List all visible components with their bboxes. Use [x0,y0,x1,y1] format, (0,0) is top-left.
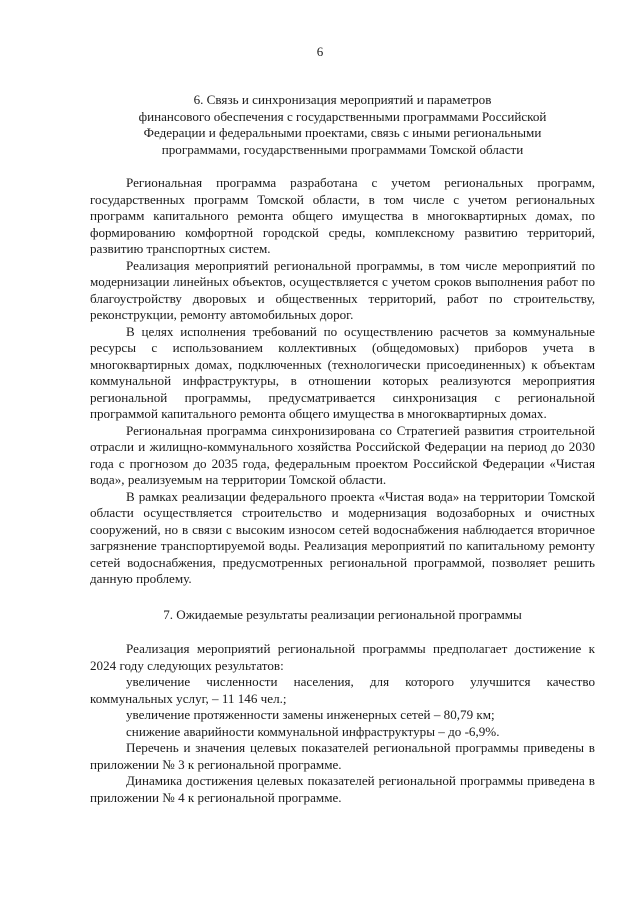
section-6-paragraph: В целях исполнения требований по осуществлению расчетов за коммунальные ресурсы с использованием коллективных (общедомовых) приборов учета в многоквартирных домах, подключенных (технологически присоединенных) к объектам коммунальной инфраструктуры, в отношении которых реализуются мероприятия региональной программы, предусматривается синхронизация с региональной программой капитального ремонта общего имущества в многоквартирных домах. [90,323,595,421]
section-7-result-item: увеличение численности населения, для которого улучшится качество коммунальных услуг, – 11 146 чел.; [90,674,595,706]
section-6-title [90,92,595,158]
section-7-result-item: снижение аварийности коммунальной инфраструктуры – до -6,9%. [126,723,500,739]
section-6-title-line: финансового обеспечения с государственными программами Российской [138,108,547,124]
section-7-paragraph: Динамика достижения целевых показателей региональной программы приведена в приложении № 4 к региональной программе. [90,773,595,805]
section-7-result-item: увеличение протяженности замены инженерных сетей – 80,79 км; [126,707,495,722]
section-6-paragraph: Региональная программа разработана с учетом региональных программ, государственных программ Томской области, в том числе с учетом региональных программ капитального ремонта общего имущества в многоквартирных домах, по формированию комфортной городской среды, комплексному развитию территорий, развитию транспортных систем. [90,175,595,256]
section-6-paragraph: В рамках реализации федерального проекта «Чистая вода» на территории Томской области осуществляется строительство и модернизация водозаборных и очистных сооружений, но в связи с высоким износом сетей водоснабжения наблюдается вторичное загрязнение транспортируемой воды. Реализация мероприятий по капитальному ремонту сетей водоснабжения, предусмотренных региональной программой, позволяет решить данную проблему. [90,488,595,586]
section-6-paragraph: Региональная программа синхронизирована со Стратегией развития строительной отрасли и жилищно-коммунального хозяйства Российской Федерации на период до 2030 года с прогнозом до 2035 года, федеральным проектом Российской Федерации «Чистая вода», реализуемым на территории Томской области. [90,422,595,487]
page-content [90,92,595,806]
section-6-title-line: Федерации и федеральными проектами, связь с иными региональными [143,125,542,140]
section-6-paragraph: Реализация мероприятий региональной программы, в том числе мероприятий по модернизации линейных объектов, осуществляется с учетом сроков выполнения работ по благоустройству дворовых и общественных территорий, работ по строительству, реконструкции, ремонту автомобильных дорог. [90,257,595,322]
section-7-title: 7. Ожидаемые результаты реализации региональной программы [163,606,522,622]
page-number: 6 [316,44,324,59]
section-7-paragraph: Перечень и значения целевых показателей региональной программы приведены в приложении № 3 к региональной программе. [90,740,595,772]
section-7-paragraph: Реализация мероприятий региональной программы предполагает достижение к 2024 году следующих результатов: [90,641,595,673]
section-6-title-line: программами, государственными программами Томской области [161,141,524,157]
section-6-title-line: 6. Связь и синхронизация мероприятий и параметров [193,92,492,107]
